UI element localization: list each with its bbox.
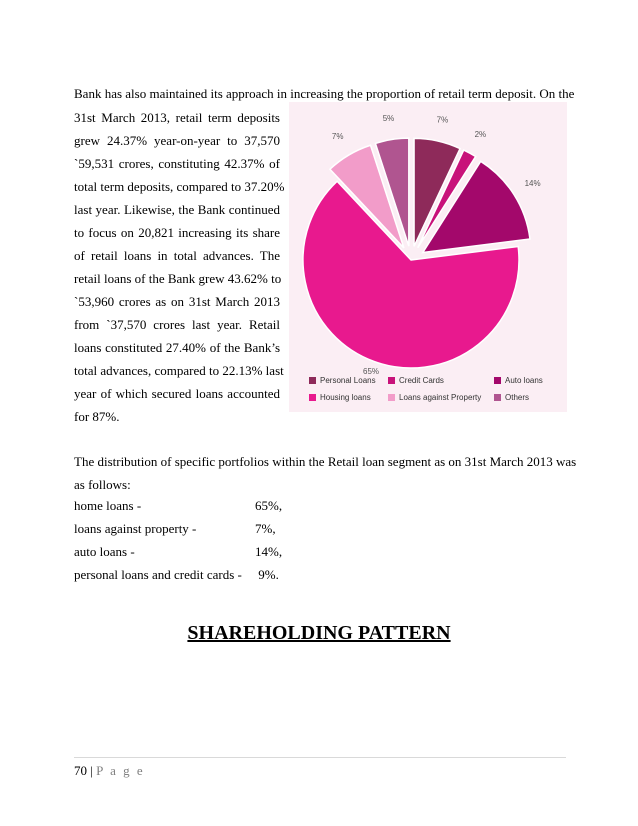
legend-swatch	[494, 377, 501, 384]
legend-swatch	[494, 394, 501, 401]
distribution-item-label: auto loans -	[74, 544, 135, 559]
pie-slice-label: 7%	[436, 115, 449, 125]
legend-item	[494, 393, 529, 402]
legend-swatch	[388, 377, 395, 384]
paragraph-line: grew 24.37% year-on-year to 37,570	[74, 133, 280, 148]
footer-divider	[74, 757, 566, 758]
legend-item	[494, 376, 543, 385]
pie-slice-label: 5%	[382, 113, 395, 123]
legend-item	[309, 376, 376, 385]
legend-swatch	[309, 377, 316, 384]
paragraph-line: to focus on 20,821 increasing its share	[74, 225, 280, 240]
pie-slice-label: 14%	[524, 178, 541, 188]
page-number: 70	[74, 763, 87, 778]
paragraph-line: total advances, compared to 22.13% last	[74, 363, 284, 378]
paragraph-line: `53,960 crores as on 31st March 2013	[74, 294, 280, 309]
distribution-item-label: loans against property -	[74, 521, 197, 536]
distribution-item-value: 7%,	[255, 521, 276, 536]
distribution-item-value: 14%,	[255, 544, 283, 559]
distribution-item-value: 9%.	[255, 567, 279, 582]
retail-loan-pie-chart	[289, 102, 567, 412]
section-title: SHAREHOLDING PATTERN	[187, 622, 451, 644]
pie-slice-label: 7%	[331, 132, 344, 142]
paragraph-line: of retail loans in total advances. The	[74, 248, 280, 263]
legend-label: Loans against Property	[399, 393, 482, 402]
legend-item	[388, 376, 444, 385]
legend-swatch	[388, 394, 395, 401]
paragraph-line: loans constituted 27.40% of the Bank’s	[74, 340, 280, 355]
legend-label: Credit Cards	[399, 376, 444, 385]
pie-slice-label: 65%	[363, 367, 380, 377]
paragraph-line: for 87%.	[74, 409, 120, 424]
legend-label: Others	[505, 393, 530, 402]
paragraph-line: `59,531 crores, constituting 42.37% of	[74, 156, 280, 171]
legend-item	[309, 393, 371, 402]
distribution-item-label: home loans -	[74, 498, 142, 513]
pie-svg	[289, 102, 567, 412]
distribution-line: as follows:	[74, 477, 131, 492]
distribution-line: The distribution of specific portfolios within the Retail loan segment as on 31st March 2013 was	[74, 454, 577, 469]
paragraph-line: total term deposits, compared to 37.20%	[74, 179, 285, 194]
page-word: P a g e	[96, 763, 145, 778]
page-footer	[74, 763, 145, 779]
legend-item	[388, 393, 481, 402]
paragraph-line: from `37,570 crores last year. Retail	[74, 317, 280, 332]
distribution-item-value: 65%,	[255, 498, 283, 513]
legend-label: Auto loans	[505, 376, 543, 385]
pie-slice-label: 2%	[474, 129, 487, 139]
paragraph-line: retail loans of the Bank grew 43.62% to	[74, 271, 282, 286]
paragraph-line: last year. Likewise, the Bank continued	[74, 202, 280, 217]
paragraph-line: year of which secured loans accounted	[74, 386, 280, 401]
legend-label: Housing loans	[320, 393, 371, 402]
paragraph-line: 31st March 2013, retail term deposits	[74, 110, 280, 125]
intro-line: Bank has also maintained its approach in increasing the proportion of retail term deposit. On the	[74, 86, 575, 101]
footer-separator: |	[87, 763, 97, 778]
legend-swatch	[309, 394, 316, 401]
legend-label: Personal Loans	[320, 376, 376, 385]
distribution-item-label: personal loans and credit cards -	[74, 567, 242, 582]
